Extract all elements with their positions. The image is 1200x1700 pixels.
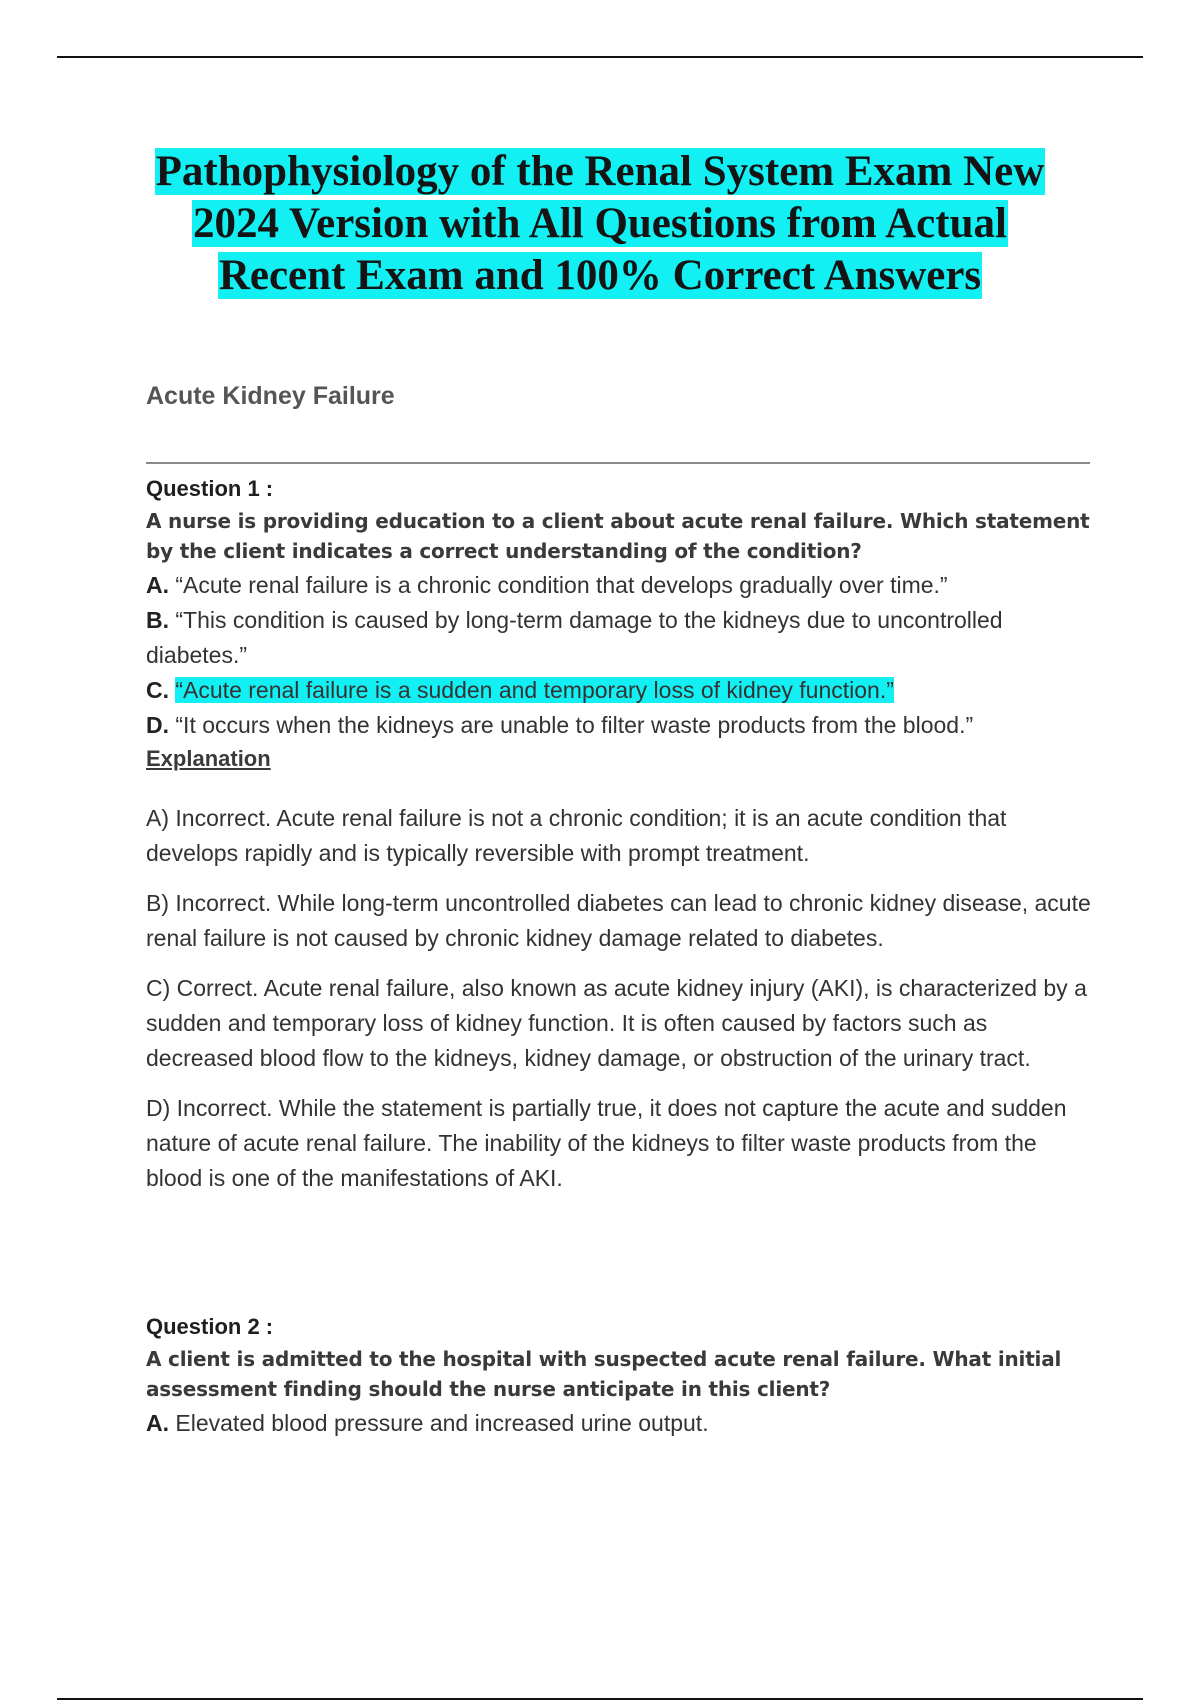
explanation-b: B) Incorrect. While long-term uncontrolled diabetes can lead to chronic kidney disease, acute renal failure is not caused by chronic kidney damage related to diabetes. — [146, 890, 1091, 951]
title-line-1: Pathophysiology of the Renal System Exam New — [155, 148, 1045, 195]
option-letter: B. — [146, 607, 169, 633]
section-heading: Acute Kidney Failure — [146, 382, 395, 410]
option-letter: D. — [146, 712, 169, 738]
explanation-label: Explanation — [146, 746, 271, 771]
title-line-2: 2024 Version with All Questions from Actual — [193, 200, 1007, 247]
question-1-option-b — [146, 603, 1096, 673]
question-2-label: Question 2 : — [146, 1314, 274, 1339]
question-1-option-a — [146, 568, 1096, 603]
document-title — [100, 146, 1100, 302]
explanation-c: C) Correct. Acute renal failure, also known as acute kidney injury (AKI), is characterized by a sudden and temporary loss of kidney function. It is often caused by factors such as decreased blood flow to the kidneys, kidney damage, or obstruction of the urinary tract. — [146, 975, 1087, 1071]
question-1-option-c — [146, 673, 1096, 708]
option-letter: C. — [146, 677, 169, 703]
explanation-a: A) Incorrect. Acute renal failure is not a chronic condition; it is an acute condition that develops rapidly and is typically reversible with prompt treatment. — [146, 805, 1007, 866]
question-2-text: A client is admitted to the hospital with suspected acute renal failure. What initial assessment finding should the nurse anticipate in this client? — [146, 1347, 1062, 1401]
option-text: “This condition is caused by long-term damage to the kidneys due to uncontrolled diabetes.” — [146, 607, 1003, 668]
option-letter: A. — [146, 1410, 169, 1436]
question-2 — [146, 1312, 1096, 1441]
correct-option-highlight: “Acute renal failure is a sudden and temporary loss of kidney function.” — [175, 677, 894, 703]
question-2-option-a — [146, 1406, 1096, 1441]
option-text: Elevated blood pressure and increased urine output. — [175, 1410, 709, 1436]
section-divider — [146, 462, 1090, 464]
option-text: “It occurs when the kidneys are unable to filter waste products from the blood.” — [175, 712, 974, 738]
option-letter: A. — [146, 572, 169, 598]
question-1-label: Question 1 : — [146, 476, 274, 501]
explanation-d: D) Incorrect. While the statement is partially true, it does not capture the acute and sudden nature of acute renal failure. The inability of the kidneys to filter waste products from the blood is one of the manifestations of AKI. — [146, 1095, 1067, 1191]
title-line-3: Recent Exam and 100% Correct Answers — [218, 252, 982, 299]
top-rule — [57, 56, 1143, 58]
question-1-text: A nurse is providing education to a client about acute renal failure. Which statement by the client indicates a correct understanding of the condition? — [146, 509, 1090, 563]
option-text: “Acute renal failure is a chronic condition that develops gradually over time.” — [175, 572, 948, 598]
question-1 — [146, 474, 1096, 1196]
question-1-option-d — [146, 708, 1096, 743]
